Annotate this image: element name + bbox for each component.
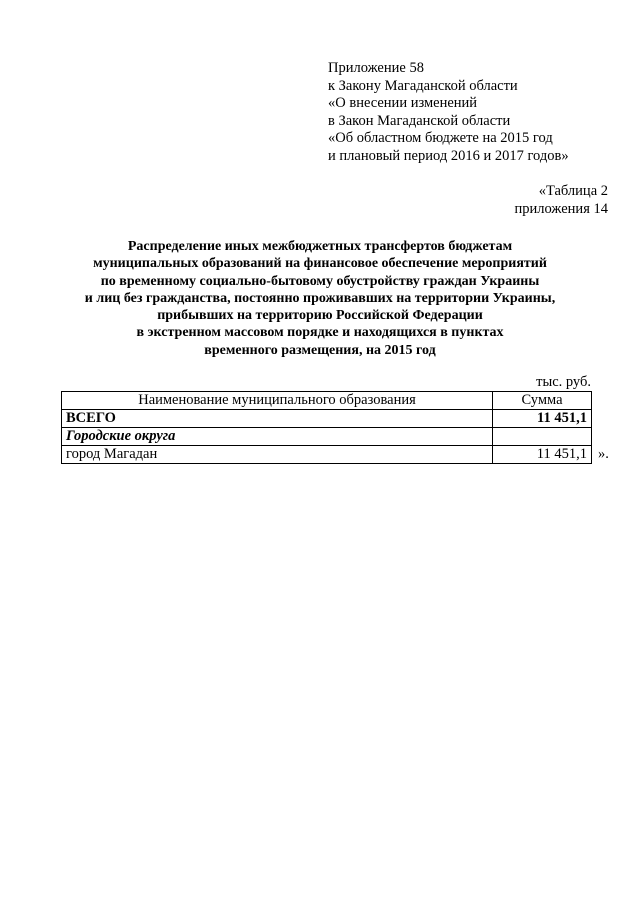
header-sum: Сумма bbox=[493, 392, 592, 410]
annex-header bbox=[328, 60, 569, 166]
title-line: и лиц без гражданства, постоянно проживавших на территории Украины, bbox=[84, 290, 556, 306]
table-row-total bbox=[62, 410, 592, 428]
row-name: Городские округа bbox=[62, 428, 493, 446]
annex-line: «О внесении изменений bbox=[328, 95, 478, 112]
unit-label: тыс. руб. bbox=[536, 374, 591, 390]
row-name: город Магадан bbox=[62, 446, 493, 464]
row-name: ВСЕГО bbox=[62, 410, 493, 428]
annex-line: и плановый период 2016 и 2017 годов» bbox=[328, 147, 569, 164]
title-line: в экстренном массовом порядке и находящихся в пунктах bbox=[136, 325, 504, 341]
document-title bbox=[40, 238, 600, 359]
row-sum: 11 451,1 bbox=[493, 446, 592, 464]
title-line: муниципальных образований на финансовое обеспечение мероприятий bbox=[93, 256, 547, 272]
annex-line: в Закон Магаданской области bbox=[328, 112, 511, 129]
title-line: по временному социально-бытовому обустройству граждан Украины bbox=[100, 273, 540, 289]
transfers-table bbox=[61, 391, 592, 464]
title-line: прибывших на территорию Российской Федерации bbox=[157, 308, 483, 324]
header-name: Наименование муниципального образования bbox=[62, 392, 493, 410]
table-reference bbox=[515, 183, 608, 218]
annex-line: «Об областном бюджете на 2015 год bbox=[328, 130, 553, 147]
table-reference-line: приложения 14 bbox=[514, 200, 608, 217]
row-sum: 11 451,1 bbox=[493, 410, 592, 428]
table-row-group bbox=[62, 428, 592, 446]
annex-line: Приложение 58 bbox=[328, 60, 424, 76]
table-reference-line: «Таблица 2 bbox=[538, 183, 608, 199]
title-line: временного размещения, на 2015 год bbox=[204, 342, 436, 358]
table-row bbox=[62, 446, 592, 464]
closing-quote: ». bbox=[598, 446, 609, 462]
title-line: Распределение иных межбюджетных трансфертов бюджетам bbox=[127, 239, 513, 254]
row-sum bbox=[493, 428, 592, 446]
table-header-row bbox=[62, 392, 592, 410]
annex-line: к Закону Магаданской области bbox=[328, 77, 518, 94]
